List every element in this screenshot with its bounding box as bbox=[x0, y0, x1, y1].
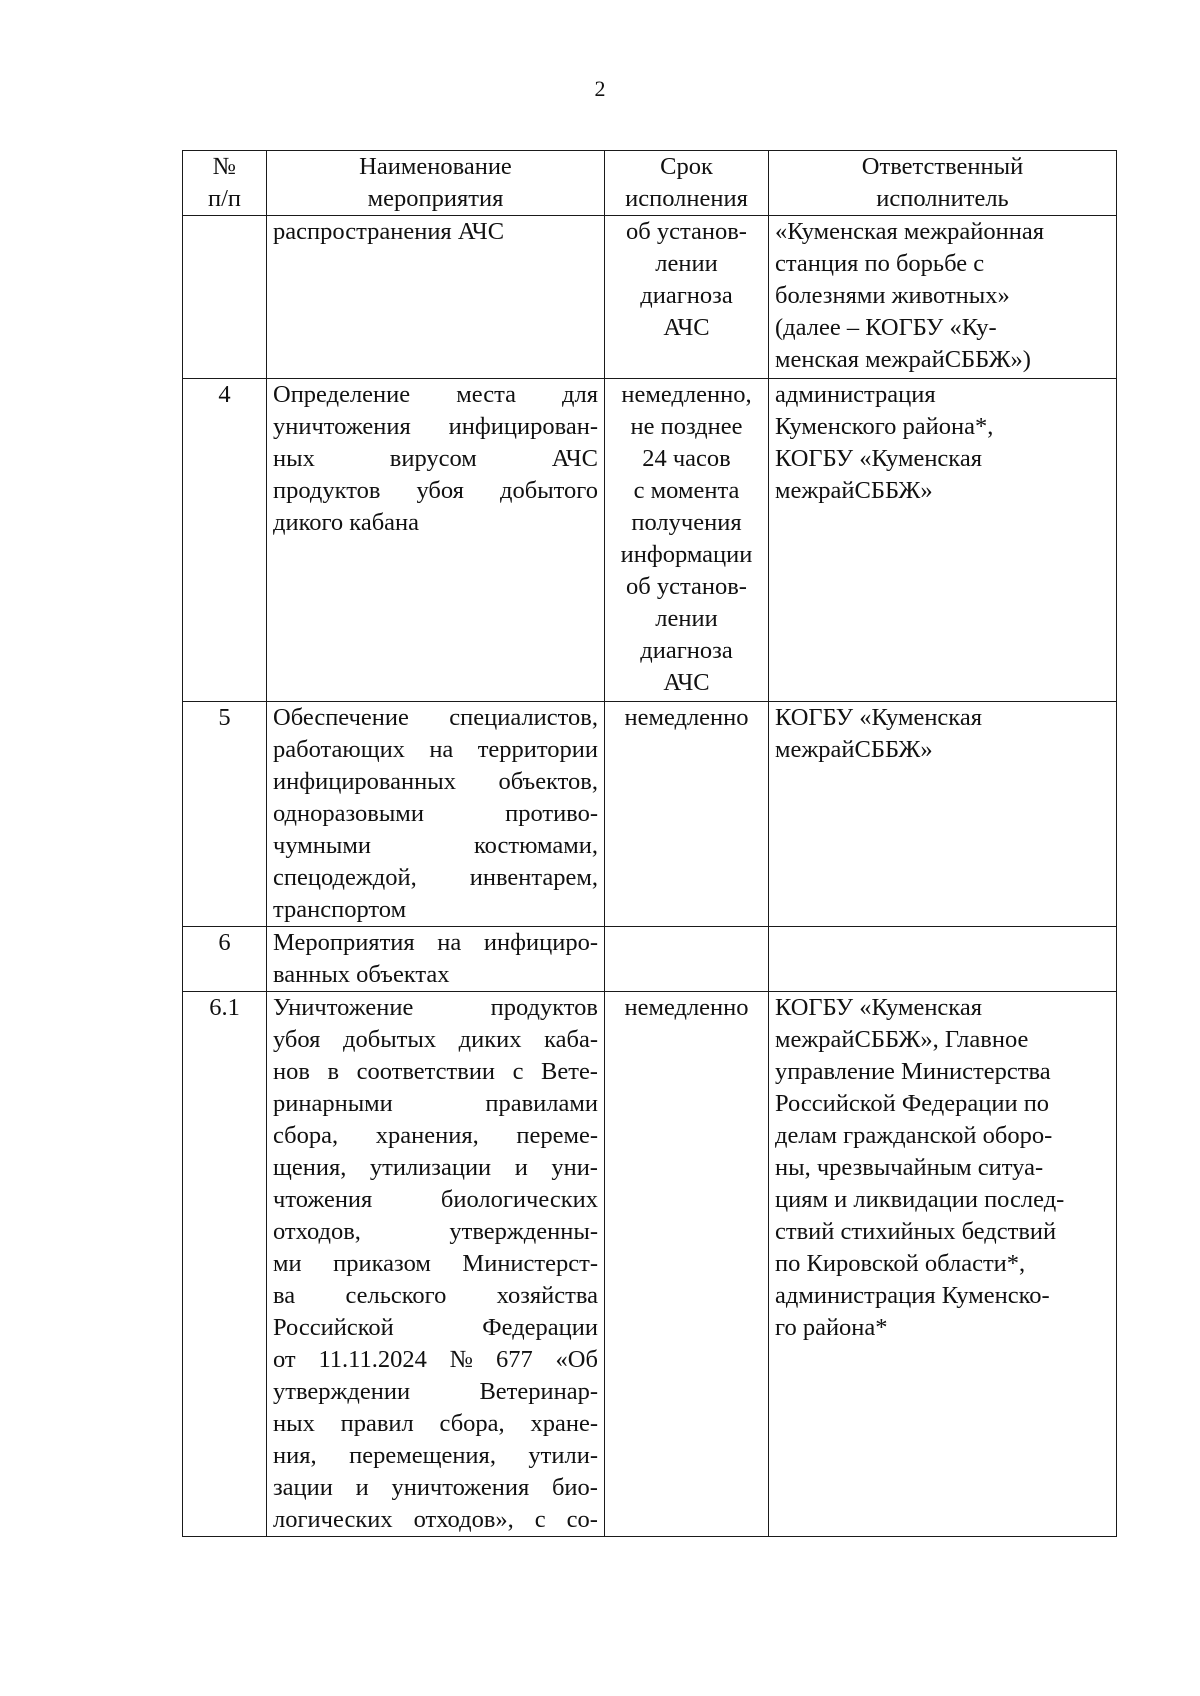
word: инфицированных bbox=[273, 768, 456, 795]
header-line: № bbox=[212, 153, 237, 180]
word: инфициро- bbox=[483, 929, 598, 956]
text-line bbox=[273, 1344, 598, 1376]
word: отходов, bbox=[273, 1218, 361, 1245]
word: утилизации bbox=[369, 1154, 492, 1181]
text-line bbox=[273, 1088, 598, 1120]
word: Федерации bbox=[482, 1314, 598, 1341]
text-line bbox=[273, 734, 598, 766]
text-line: диагноза bbox=[640, 282, 733, 309]
table-row bbox=[183, 927, 1117, 992]
word: чтожения bbox=[273, 1186, 373, 1213]
word: утвержденны- bbox=[449, 1218, 598, 1245]
text-line bbox=[273, 830, 598, 862]
text-line: АЧС bbox=[663, 314, 710, 341]
text-line: администрация Куменско- bbox=[775, 1282, 1050, 1309]
text-line: получения bbox=[631, 509, 742, 536]
text-line bbox=[273, 1184, 598, 1216]
word: нов bbox=[273, 1058, 310, 1085]
header-responsible bbox=[769, 151, 1117, 216]
word: ных bbox=[273, 445, 315, 472]
word: хранения, bbox=[375, 1122, 479, 1149]
word: сбора, bbox=[439, 1410, 505, 1437]
word: инфицирован- bbox=[448, 413, 598, 440]
word: Российской bbox=[273, 1314, 394, 1341]
header-line: исполнитель bbox=[876, 185, 1009, 212]
header-line: Срок bbox=[660, 153, 713, 180]
word: уничтожения bbox=[391, 1474, 530, 1501]
text-line bbox=[273, 1376, 598, 1408]
text-line: с момента bbox=[633, 477, 740, 504]
word: Мероприятия bbox=[273, 929, 415, 956]
row-name bbox=[267, 216, 605, 379]
text-line: немедленно bbox=[624, 704, 749, 731]
table-row bbox=[183, 992, 1117, 1537]
word: места bbox=[456, 381, 516, 408]
row-term bbox=[605, 216, 769, 379]
word: ния, bbox=[273, 1442, 317, 1469]
word: АЧС bbox=[551, 445, 598, 472]
word: спецодеждой, bbox=[273, 864, 417, 891]
text-line: Куменского района*, bbox=[775, 413, 994, 440]
word: переме- bbox=[516, 1122, 598, 1149]
text-line: лении bbox=[655, 605, 718, 632]
word: сельского bbox=[345, 1282, 447, 1309]
text-line: по Кировской области*, bbox=[775, 1250, 1026, 1277]
word: био- bbox=[551, 1474, 598, 1501]
text-line: Российской Федерации по bbox=[775, 1090, 1050, 1117]
word: логических bbox=[273, 1506, 393, 1533]
text-line bbox=[273, 1056, 598, 1088]
header-name bbox=[267, 151, 605, 216]
text-line: немедленно bbox=[624, 994, 749, 1021]
text-line: распространения АЧС bbox=[273, 218, 505, 245]
row-term bbox=[605, 992, 769, 1537]
row-responsible bbox=[769, 216, 1117, 379]
word: каба- bbox=[544, 1026, 598, 1053]
word: одноразовыми bbox=[273, 800, 424, 827]
word: уничтожения bbox=[273, 413, 411, 440]
word: добытых bbox=[343, 1026, 437, 1053]
row-name bbox=[267, 927, 605, 992]
text-line: межрайСББЖ», Главное bbox=[775, 1026, 1029, 1053]
word: «Об bbox=[555, 1346, 598, 1373]
word: чумными bbox=[273, 832, 371, 859]
table-header-row bbox=[183, 151, 1117, 216]
row-responsible bbox=[769, 927, 1117, 992]
header-line: исполнения bbox=[625, 185, 748, 212]
word: 677 bbox=[495, 1346, 533, 1373]
text-line: межрайСББЖ» bbox=[775, 736, 933, 763]
word: Ветеринар- bbox=[479, 1378, 598, 1405]
text-line: об установ- bbox=[626, 218, 747, 245]
word: Уничтожение bbox=[273, 994, 414, 1021]
word: убоя bbox=[416, 477, 464, 504]
word: ных bbox=[273, 1410, 315, 1437]
word: диких bbox=[458, 1026, 522, 1053]
text-line: го района* bbox=[775, 1314, 888, 1341]
word: противо- bbox=[505, 800, 598, 827]
row-responsible bbox=[769, 702, 1117, 927]
text-line: информации bbox=[620, 541, 753, 568]
text-line: КОГБУ «Куменская bbox=[775, 994, 982, 1021]
text-line: об установ- bbox=[626, 573, 747, 600]
word: для bbox=[562, 381, 598, 408]
text-line: 24 часов bbox=[642, 445, 731, 472]
row-responsible bbox=[769, 992, 1117, 1537]
word: специалистов, bbox=[449, 704, 598, 731]
text-line: КОГБУ «Куменская bbox=[775, 445, 982, 472]
word: на bbox=[437, 929, 462, 956]
text-line bbox=[273, 992, 598, 1024]
word: Определение bbox=[273, 381, 411, 408]
text-line bbox=[273, 1504, 598, 1536]
text-line: не позднее bbox=[630, 413, 743, 440]
word: хозяйства bbox=[496, 1282, 598, 1309]
row-number: 5 bbox=[183, 702, 267, 927]
text-line: ванных объектах bbox=[273, 961, 450, 988]
word: вирусом bbox=[389, 445, 477, 472]
word: добытого bbox=[500, 477, 598, 504]
word: щения, bbox=[273, 1154, 347, 1181]
table-row bbox=[183, 379, 1117, 702]
text-line bbox=[273, 862, 598, 894]
text-line: управление Министерства bbox=[775, 1058, 1051, 1085]
word: костюмами, bbox=[473, 832, 598, 859]
table-row bbox=[183, 702, 1117, 927]
text-line bbox=[273, 1120, 598, 1152]
word: с bbox=[512, 1058, 524, 1085]
table-row bbox=[183, 216, 1117, 379]
text-line bbox=[273, 1248, 598, 1280]
row-name bbox=[267, 379, 605, 702]
text-line bbox=[273, 1472, 598, 1504]
word: с bbox=[534, 1506, 546, 1533]
text-line bbox=[273, 1216, 598, 1248]
text-line: делам гражданской оборо- bbox=[775, 1122, 1053, 1149]
text-line: ны, чрезвычайным ситуа- bbox=[775, 1154, 1044, 1181]
text-line: циям и ликвидации послед- bbox=[775, 1186, 1065, 1213]
row-number: 4 bbox=[183, 379, 267, 702]
word: ринарными bbox=[273, 1090, 393, 1117]
word: отходов», bbox=[413, 1506, 514, 1533]
text-line: межрайСББЖ» bbox=[775, 477, 933, 504]
word: утили- bbox=[528, 1442, 598, 1469]
text-line: болезнями животных» bbox=[775, 282, 1010, 309]
text-line bbox=[273, 1312, 598, 1344]
word: правил bbox=[340, 1410, 414, 1437]
row-term bbox=[605, 927, 769, 992]
row-number: 6.1 bbox=[183, 992, 267, 1537]
text-line: менская межрайСББЖ») bbox=[775, 346, 1031, 373]
word: территории bbox=[477, 736, 598, 763]
word: правилами bbox=[485, 1090, 598, 1117]
row-number bbox=[183, 216, 267, 379]
header-line: п/п bbox=[207, 185, 242, 212]
row-name bbox=[267, 702, 605, 927]
row-term bbox=[605, 379, 769, 702]
page-number: 2 bbox=[594, 76, 606, 101]
text-line: немедленно, bbox=[621, 381, 752, 408]
word: продуктов bbox=[490, 994, 598, 1021]
word: сбора, bbox=[273, 1122, 339, 1149]
header-line: Ответственный bbox=[861, 153, 1024, 180]
text-line: ствий стихийных бедствий bbox=[775, 1218, 1057, 1245]
word: зации bbox=[273, 1474, 333, 1501]
word: продуктов bbox=[273, 477, 381, 504]
word: приказом bbox=[333, 1250, 431, 1277]
text-line bbox=[273, 1280, 598, 1312]
row-name bbox=[267, 992, 605, 1537]
word: и bbox=[514, 1154, 528, 1181]
text-line bbox=[273, 1440, 598, 1472]
word: от bbox=[273, 1346, 296, 1373]
word: объектов, bbox=[498, 768, 598, 795]
word: соответствии bbox=[356, 1058, 496, 1085]
text-line: «Куменская межрайонная bbox=[775, 218, 1044, 245]
word: Обеспечение bbox=[273, 704, 409, 731]
action-plan-table bbox=[182, 150, 1117, 1537]
text-line: станция по борьбе с bbox=[775, 250, 985, 277]
word: со- bbox=[566, 1506, 598, 1533]
text-line: АЧС bbox=[663, 669, 710, 696]
word: в bbox=[327, 1058, 340, 1085]
text-line: КОГБУ «Куменская bbox=[775, 704, 982, 731]
word: утверждении bbox=[273, 1378, 411, 1405]
text-line: диагноза bbox=[640, 637, 733, 664]
text-line bbox=[273, 1152, 598, 1184]
row-number: 6 bbox=[183, 927, 267, 992]
text-line: дикого кабана bbox=[273, 509, 420, 536]
word: и bbox=[355, 1474, 369, 1501]
text-line bbox=[273, 411, 598, 443]
word: 11.11.2024 bbox=[318, 1346, 427, 1373]
word: на bbox=[429, 736, 454, 763]
text-line: (далее – КОГБУ «Ку- bbox=[775, 314, 997, 341]
word: убоя bbox=[273, 1026, 321, 1053]
text-line: транспортом bbox=[273, 896, 407, 923]
word: Министерст- bbox=[462, 1250, 598, 1277]
word: Вете- bbox=[541, 1058, 598, 1085]
word: уни- bbox=[551, 1154, 598, 1181]
row-responsible bbox=[769, 379, 1117, 702]
word: хране- bbox=[530, 1410, 598, 1437]
text-line bbox=[273, 1024, 598, 1056]
header-line: мероприятия bbox=[367, 185, 504, 212]
text-line bbox=[273, 766, 598, 798]
header-number bbox=[183, 151, 267, 216]
word: работающих bbox=[273, 736, 405, 763]
text-line bbox=[273, 798, 598, 830]
word: ми bbox=[273, 1250, 302, 1277]
header-term bbox=[605, 151, 769, 216]
word: инвентарем, bbox=[469, 864, 598, 891]
word: биологических bbox=[440, 1186, 598, 1213]
row-term bbox=[605, 702, 769, 927]
word: перемещения, bbox=[349, 1442, 496, 1469]
word: ва bbox=[273, 1282, 296, 1309]
text-line bbox=[273, 379, 598, 411]
text-line bbox=[273, 702, 598, 734]
word: № bbox=[449, 1346, 474, 1373]
text-line: лении bbox=[655, 250, 718, 277]
header-line: Наименование bbox=[359, 153, 512, 180]
text-line: администрация bbox=[775, 381, 936, 408]
text-line bbox=[273, 475, 598, 507]
text-line bbox=[273, 927, 598, 959]
text-line bbox=[273, 1408, 598, 1440]
text-line bbox=[273, 443, 598, 475]
